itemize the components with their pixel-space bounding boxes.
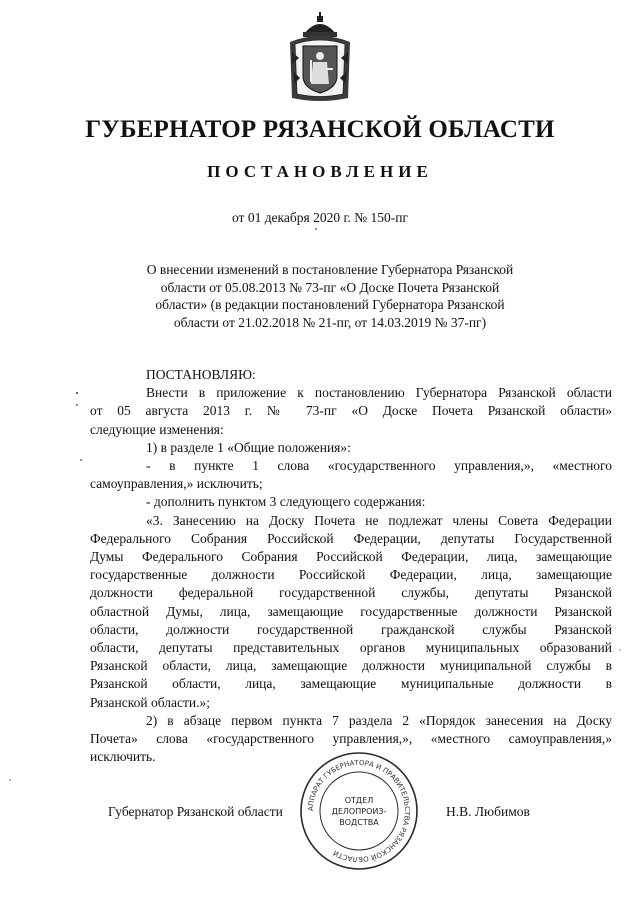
subject-line: области от 05.08.2013 № 73-пг «О Доске Почета Рязанской xyxy=(160,279,500,295)
paragraph-line: 2) в абзаце первом пункта 7 раздела 2 «Порядок занесения на Доску xyxy=(146,712,612,728)
subject-line: О внесении изменений в постановление Губернатора Рязанской xyxy=(146,262,514,277)
paragraph-line: от 05 августа 2013 г. № 73-пг «О Доске Почета Рязанской области» xyxy=(90,403,612,419)
paragraph-line: Почета» слова «государственного управления,», «местного самоуправления,» xyxy=(90,731,612,747)
paragraph-line: самоуправления,» исключить; xyxy=(90,476,263,492)
stamp-center-line: ВОДСТВА xyxy=(339,818,379,827)
signatory-position: Губернатор Рязанской области xyxy=(108,804,283,819)
paragraph-line: области, должности государственной гражданской службы Рязанской xyxy=(90,621,612,637)
paragraph-line: «3. Занесению на Доску Почета не подлежат члены Совета Федерации xyxy=(146,512,612,528)
quoted-clause-3 xyxy=(90,512,612,712)
decree-subject xyxy=(120,261,540,331)
paragraph-line: областной Думы, лица, замещающие государственные должности Рязанской xyxy=(90,603,612,619)
paragraph-line: Рязанской области, лица, замещающие муниципальные должности в xyxy=(90,676,612,692)
intro-paragraph xyxy=(90,384,612,439)
governor-title: ГУБЕРНАТОР РЯЗАНСКОЙ ОБЛАСТИ xyxy=(85,116,555,143)
paragraph-line: Федерального Собрания Российской Федерации, депутаты Государственной xyxy=(90,530,612,546)
item1-heading: 1) в разделе 1 «Общие положения»: xyxy=(146,439,351,455)
stamp-center-line: ДЕЛОПРОИЗ- xyxy=(331,807,387,816)
paragraph-line: области, депутаты представительных органов муниципальных образований xyxy=(90,640,612,656)
decree-body xyxy=(90,366,612,766)
item1-subitem-a xyxy=(90,457,612,493)
decree-heading: ПОСТАНОВЛЕНИЕ xyxy=(207,162,433,181)
stamp-ring-text: АППАРАТ ГУБЕРНАТОРА И ПРАВИТЕЛЬСТВА РЯЗАНСКОЙ ОБЛАСТИ xyxy=(306,758,412,864)
paragraph-line: Рязанской области.»; xyxy=(90,694,210,710)
paragraph-line: исключить. xyxy=(90,749,156,765)
decree-date-number: от 01 декабря 2020 г. № 150-пг xyxy=(231,210,409,225)
stamp-center-line: ОТДЕЛ xyxy=(344,796,374,805)
paragraph-line: государственные должности Российской Федерации, лица, замещающие xyxy=(90,567,612,583)
paragraph-line: - в пункте 1 слова «государственного управления,», «местного xyxy=(146,458,612,474)
subject-line: области» (в редакции постановлений Губернатора Рязанской xyxy=(155,297,505,312)
ryazan-coat-of-arms-icon xyxy=(286,12,354,104)
resolve-word: ПОСТАНОВЛЯЮ: xyxy=(146,367,256,382)
paragraph-line: следующие изменения: xyxy=(90,421,224,437)
paragraph-line: должности федеральной государственной службы, депутаты Рязанской xyxy=(90,585,612,601)
signatory-name: Н.В. Любимов xyxy=(446,804,530,819)
subject-line: области от 21.02.2018 № 21-пг, от 14.03.2019 № 37-пг) xyxy=(173,314,487,330)
item1-subitem-b: - дополнить пунктом 3 следующего содержания: xyxy=(146,494,426,510)
office-stamp xyxy=(298,750,420,872)
paragraph-line: Внести в приложение к постановлению Губернатора Рязанской области xyxy=(146,385,612,401)
paragraph-line: Рязанской области, лица, замещающие должности муниципальной службы в xyxy=(90,658,612,674)
paragraph-line: Думы Федерального Собрания Российской Федерации, лица, замещающие xyxy=(90,549,612,565)
